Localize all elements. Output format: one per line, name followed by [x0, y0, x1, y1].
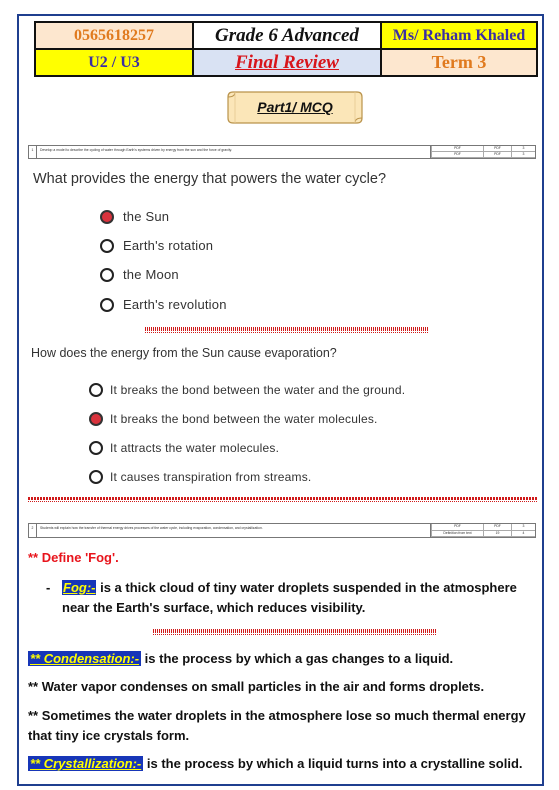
crystallization-text: is the process by which a liquid turns into a crystalline solid.	[143, 756, 523, 771]
option-label: It causes transpiration from streams.	[110, 470, 312, 484]
divider	[145, 327, 429, 331]
condensation-text: is the process by which a gas changes to a liquid.	[141, 651, 454, 666]
divider	[153, 629, 437, 633]
standard-text: Students will explain how the transfer of thermal energy drives processes of the water cycle, including evaporation, condensation, and crystallization.	[40, 526, 263, 530]
radio-icon[interactable]	[100, 268, 114, 282]
radio-icon[interactable]	[100, 239, 114, 253]
standard-cells	[430, 146, 535, 158]
units-label: U2 / U3	[35, 49, 193, 76]
standard-cell: 3	[511, 152, 535, 158]
option-label: It breaks the bond between the water and the ground.	[110, 383, 406, 397]
q2-option-2[interactable]	[89, 412, 378, 426]
radio-icon[interactable]	[89, 441, 103, 455]
standard-cell: 4	[511, 531, 535, 538]
standard-strip-1	[28, 145, 536, 159]
define-fog-heading: ** Define 'Fog'.	[28, 550, 119, 565]
option-label: It breaks the bond between the water molecules.	[110, 412, 378, 426]
crystallization-term: ** Crystallization:-	[30, 756, 142, 771]
section-divider	[28, 497, 537, 500]
grade-label: Grade 6 Advanced	[193, 22, 381, 49]
radio-selected-icon[interactable]	[100, 210, 114, 224]
q1-option-4[interactable]	[100, 297, 227, 312]
crystallization-definition	[28, 754, 540, 774]
fog-term: Fog:-	[63, 580, 96, 595]
part-label: Part1/ MCQ	[257, 99, 333, 115]
radio-selected-icon[interactable]	[89, 412, 103, 426]
standard-strip-2	[28, 523, 536, 538]
q1-option-2[interactable]	[100, 238, 213, 253]
q1-option-1[interactable]	[100, 209, 169, 224]
option-label: Earth's rotation	[123, 238, 214, 253]
bullet-dash: -	[46, 580, 51, 595]
q2-option-1[interactable]	[89, 383, 405, 397]
header-table	[34, 21, 538, 77]
term-label: Term 3	[381, 49, 537, 76]
question-2: How does the energy from the Sun cause evaporation?	[31, 346, 337, 360]
option-label: Earth's revolution	[123, 297, 227, 312]
radio-icon[interactable]	[89, 383, 103, 397]
standard-cell: PDF	[431, 152, 483, 158]
note-ice-crystals: ** Sometimes the water droplets in the atmosphere lose so much thermal energy that tiny ice crystals form.	[28, 708, 526, 743]
standard-cell: PDF	[483, 524, 511, 531]
fog-text: is a thick cloud of tiny water droplets suspended in the atmosphere near the Earth's surface, which reduces visibility.	[62, 580, 517, 615]
review-title: Final Review	[193, 49, 381, 76]
standard-cell: PDF	[431, 146, 483, 152]
standard-cells	[430, 524, 535, 537]
standard-cell: PDF	[483, 146, 511, 152]
q1-option-3[interactable]	[100, 267, 179, 282]
standard-text: Develop a model to describe the cycling of water through Earth's systems driven by energy from the sun and the force of gravity.	[40, 148, 233, 152]
q2-option-3[interactable]	[89, 441, 279, 455]
part-banner	[225, 88, 365, 126]
question-1: What provides the energy that powers the water cycle?	[33, 171, 387, 187]
standard-cell: Definition from text	[431, 531, 483, 538]
radio-icon[interactable]	[89, 470, 103, 484]
page-border	[17, 14, 544, 786]
option-label: the Sun	[123, 209, 170, 224]
condensation-definition	[28, 649, 540, 669]
standard-cell: 19	[483, 531, 511, 538]
condensation-term: ** Condensation:-	[30, 651, 140, 666]
option-label: the Moon	[123, 267, 179, 282]
standard-cell: PDF	[431, 524, 483, 531]
option-label: It attracts the water molecules.	[110, 441, 280, 455]
phone-number: 0565618257	[35, 22, 193, 49]
standard-number: 1	[29, 146, 37, 158]
teacher-name: Ms/ Reham Khaled	[381, 22, 537, 49]
q2-option-4[interactable]	[89, 470, 311, 484]
standard-number: 2	[29, 524, 37, 537]
note-water-vapor: ** Water vapor condenses on small particles in the air and forms droplets.	[28, 679, 485, 694]
radio-icon[interactable]	[100, 298, 114, 312]
standard-cell: 3	[511, 146, 535, 152]
standard-cell: 3	[511, 524, 535, 531]
standard-cell: PDF	[483, 152, 511, 158]
